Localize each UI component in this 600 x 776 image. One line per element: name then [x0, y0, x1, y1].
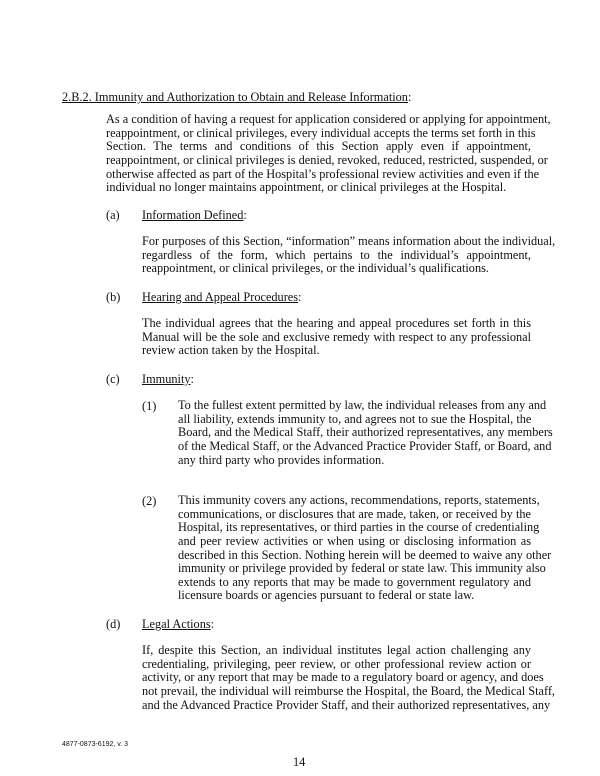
intro-paragraph — [106, 112, 551, 195]
immunity-item-1-text — [178, 398, 553, 467]
document-id: 4877-0873-6192, v. 3 — [62, 741, 129, 748]
text-line: and peer review activities or when using or disclosing information as — [178, 533, 531, 548]
colon: : — [298, 290, 302, 304]
text-line: Manual will be the sole and exclusive remedy with respect to any professional — [142, 329, 531, 344]
section-d-title-text: Legal Actions — [142, 617, 211, 631]
text-line: credentialing, privileging, peer review, or other professional review action or — [142, 656, 531, 671]
text-line: Board, and the Medical Staff, their authorized representatives, any members — [178, 425, 553, 440]
text-line: Section. The terms and conditions of this Section apply even if appointment, — [106, 139, 531, 154]
text-line: licensure boards or agencies pursuant to federal or state law. — [178, 588, 475, 603]
immunity-item-1-label: (1) — [142, 399, 157, 413]
text-line: To the fullest extent permitted by law, the individual releases from any and — [178, 398, 547, 412]
page-number: 14 — [293, 755, 306, 769]
text-line: communications, or disclosures that are made, taken, or received by the — [178, 506, 531, 521]
text-line: reappointment, or clinical privileges, or the individual’s qualifications. — [142, 261, 489, 276]
section-b-title — [142, 290, 301, 304]
text-line: activity, or any report that may be made to a regulatory board or agency, and does — [142, 670, 544, 685]
colon: : — [243, 208, 247, 222]
section-d-paragraph — [142, 643, 555, 712]
section-heading — [62, 90, 411, 104]
text-line: reappointment, or clinical privileges is denied, revoked, reduced, restricted, suspended, or — [106, 152, 548, 167]
section-b-paragraph — [142, 317, 531, 358]
heading-colon: : — [407, 90, 412, 104]
section-d-title — [142, 617, 214, 631]
section-b-label: (b) — [106, 290, 121, 304]
immunity-item-2-text — [178, 493, 552, 603]
colon: : — [210, 617, 215, 631]
text-line: of the Medical Staff, or the Advanced Practice Provider Staff, or Board, and — [178, 438, 552, 453]
section-b-title-text: Hearing and Appeal Procedures — [142, 290, 299, 304]
section-c-title-text: Immunity — [142, 372, 191, 386]
text-line: regardless of the form, which pertains to the individual’s appointment, — [142, 247, 531, 262]
text-line: As a condition of having a request for application considered or applying for appointment, — [106, 112, 551, 126]
text-line: any third party who provides information. — [178, 452, 385, 467]
text-line: all liability, extends immunity to, and agrees not to sue the Hospital, the — [178, 411, 532, 426]
section-d-label: (d) — [106, 617, 121, 631]
text-line: and the Advanced Practice Provider Staff, and their authorized representatives, any — [142, 697, 551, 712]
text-line: individual no longer maintains appointment, or clinical privileges at the Hospital. — [106, 180, 507, 195]
immunity-item-2-label: (2) — [142, 494, 157, 508]
text-line: not prevail, the individual will reimburse the Hospital, the Board, the Medical Staff, — [142, 683, 555, 698]
section-c-label: (c) — [106, 372, 120, 386]
colon: : — [190, 372, 194, 386]
section-a-title — [142, 208, 247, 222]
section-a-label: (a) — [106, 208, 120, 222]
text-line: review action taken by the Hospital. — [142, 343, 320, 358]
text-line: described in this Section. Nothing herein will be deemed to waive any other — [178, 547, 552, 562]
text-line: immunity or privilege provided by federal or state law. This immunity also — [178, 561, 546, 576]
text-line: For purposes of this Section, “information” means information about the individual, — [142, 234, 556, 248]
text-line: This immunity covers any actions, recommendations, reports, statements, — [178, 493, 540, 507]
section-a-title-text: Information Defined — [142, 208, 244, 222]
text-line: The individual agrees that the hearing and appeal procedures set forth in this — [142, 316, 531, 330]
section-a-paragraph — [142, 234, 556, 276]
text-line: Hospital, its representatives, or third parties in the course of credentialing — [178, 520, 540, 535]
text-line: If, despite this Section, an individual institutes legal action challenging any — [142, 643, 531, 657]
text-line: otherwise affected as part of the Hospital’s professional review activities and even if the — [106, 166, 540, 181]
section-c-title — [142, 372, 194, 386]
text-line: extends to any reports that may be made to government regulatory and — [178, 574, 531, 589]
heading-text: 2.B.2. Immunity and Authorization to Obtain and Release Information — [62, 90, 408, 104]
text-line: reappointment, or clinical privileges, every individual accepts the terms set forth in this — [106, 125, 536, 140]
